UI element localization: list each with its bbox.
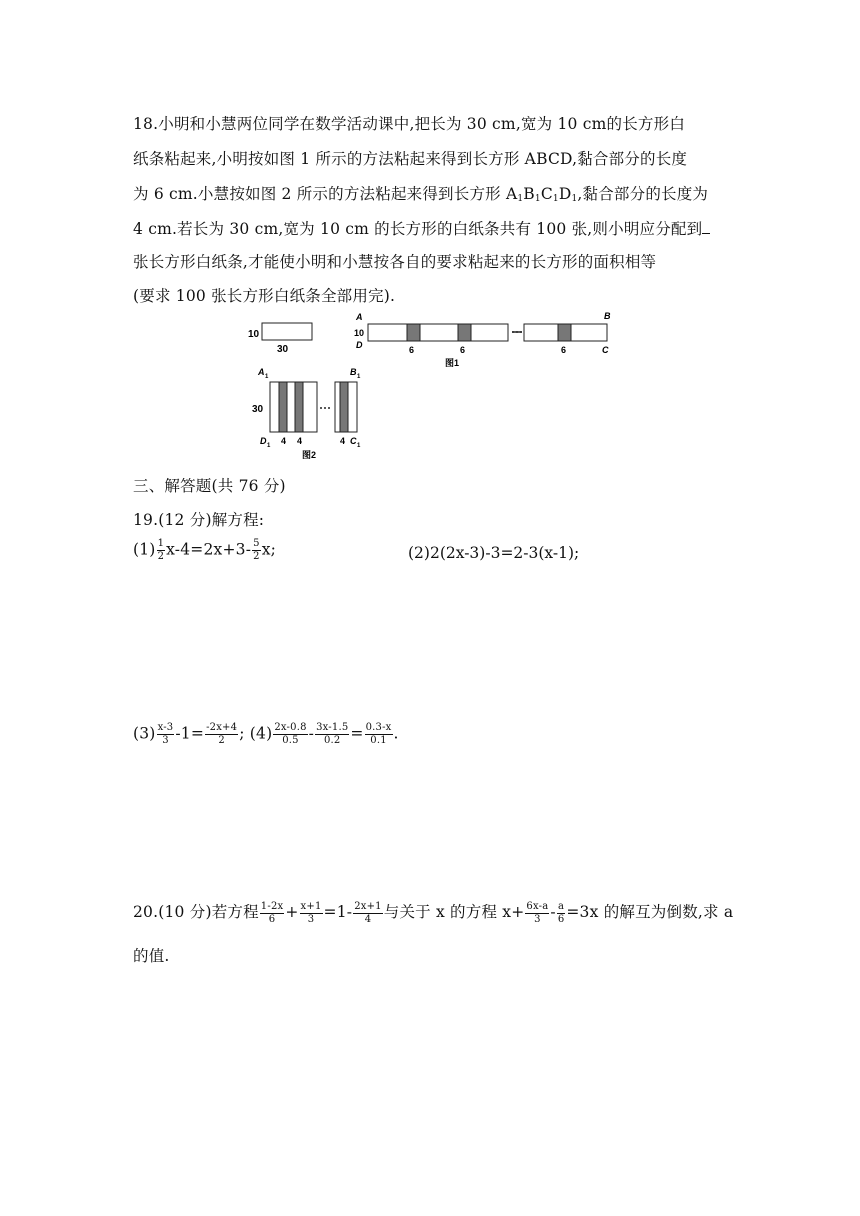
fraction: $\frac{2x-0.8}{0.5}$ [274, 722, 307, 746]
strip-height-label: 10 [248, 329, 260, 340]
q18-line-4: 4 cm.若长为 30 cm,宽为 10 cm 的长方形的白纸条共有 100 张,则小明应分配到 [133, 217, 710, 239]
svg-text:1: 1 [357, 443, 361, 449]
fraction: $\frac{1-2x}{6}$ [260, 900, 284, 925]
fraction: $\frac{1}{2}$ [157, 538, 165, 562]
single-strip [262, 323, 312, 340]
fig1-label-c: C [602, 345, 609, 355]
q18-line-3a: 为 6 cm.小慧按如图 2 所示的方法粘起来得到长方形 A [133, 185, 518, 203]
fig2-overlap-label-3: 4 [340, 436, 346, 446]
fig2-strip-group-1 [270, 382, 317, 432]
q18-line-6: (要求 100 张长方形白纸条全部用完). [133, 287, 396, 305]
q18-line-5: 张长方形白纸条,才能使小明和小慧按各自的要求粘起来的长方形的面积相等 [133, 253, 657, 271]
svg-text:1: 1 [265, 374, 269, 380]
q18-line-1: 18.小明和小慧两位同学在数学活动课中,把长为 30 cm,宽为 10 cm的长方形白 [133, 115, 686, 133]
fig1-label-b: B [604, 311, 611, 321]
fig2-height-label: 30 [252, 404, 264, 415]
fig1-overlap-label-2: 6 [460, 345, 466, 355]
fig2-overlap-label-1: 4 [281, 436, 287, 446]
fraction: $\frac{x-3}{3}$ [157, 722, 174, 746]
q19-part-2: (2)2(2x-3)-3=2-3(x-1); [408, 544, 580, 562]
fig1-overlap-label-3: 6 [561, 345, 567, 355]
section-3-heading: 三、解答题(共 76 分) [133, 477, 286, 495]
fig2-caption: 图2 [302, 450, 317, 460]
svg-text:1: 1 [267, 443, 271, 449]
fraction: $\frac{-2x+4}{2}$ [206, 722, 238, 746]
q18-line-3: 为 6 cm.小慧按如图 2 所示的方法粘起来得到长方形 $A_1B_1C_1D_1$,黏合部分的长度为 [133, 185, 709, 204]
fraction: $\frac{5}{2}$ [253, 538, 260, 562]
fig1-overlap-1 [407, 324, 420, 341]
q19-part-3-4: (3) $\frac{x-3}{3}$ -1= $\frac{-2x+4}{2}$ ; (4) $\frac{2x-0.8}{0.5}$ - $\frac{3x-1.5}{0.2}$ = $\frac{0.3-x}{0.1}$ . [133, 722, 399, 746]
fig2-overlap-label-2: 4 [297, 436, 303, 446]
fraction: $\frac{3x-1.5}{0.2}$ [316, 722, 349, 746]
fig1-label-10: 10 [354, 328, 365, 338]
fraction: $\frac{6x-a}{3}$ [526, 900, 549, 925]
fig2-label-c1: C [350, 436, 357, 446]
fig2-label-d1: D [260, 436, 267, 446]
fig1-strip-group-1 [368, 324, 508, 341]
fig2-label-a1: A [258, 367, 265, 377]
q19-part-1: (1) $\frac{1}{2}$ x-4=2x+3- $\frac{5}{2}$ x; [133, 538, 277, 562]
fig2-overlap-1 [279, 382, 287, 432]
fig1-caption: 图1 [445, 358, 460, 368]
fraction: $\frac{x+1}{3}$ [300, 900, 322, 925]
fig2-overlap-2 [295, 382, 303, 432]
q18-line-2: 纸条粘起来,小明按如图 1 所示的方法粘起来得到长方形 ABCD,黏合部分的长度 [133, 150, 688, 168]
fig2-overlap-3 [340, 382, 348, 432]
q18-line-3b: ,黏合部分的长度为 [577, 185, 709, 203]
fraction: $\frac{0.3-x}{0.1}$ [365, 722, 392, 746]
fig1-overlap-2 [458, 324, 471, 341]
strip-width-label: 30 [277, 344, 289, 355]
q20-line-1: 20.(10 分)若方程 $\frac{1-2x}{6}$ + $\frac{x+1}{3}$ =1- $\frac{2x+1}{4}$ 与关于 x 的方程 x+ $\frac{6x-a}{3}$ - $\frac{a}{6}$ =3x 的解互为倒数,求 a [133, 900, 734, 925]
fig1-overlap-3 [558, 324, 571, 341]
fraction: $\frac{a}{6}$ [557, 900, 565, 925]
fig1-overlap-label-1: 6 [409, 345, 415, 355]
fig1-label-a: A [356, 312, 363, 322]
fraction: $\frac{2x+1}{4}$ [354, 900, 382, 925]
q18-figure [240, 308, 620, 464]
q20-line-2: 的值. [133, 947, 170, 965]
q19-title: 19.(12 分)解方程: [133, 511, 265, 529]
fig1-label-d: D [356, 340, 363, 350]
fig2-label-b1: B [350, 367, 357, 377]
svg-text:1: 1 [357, 374, 361, 380]
